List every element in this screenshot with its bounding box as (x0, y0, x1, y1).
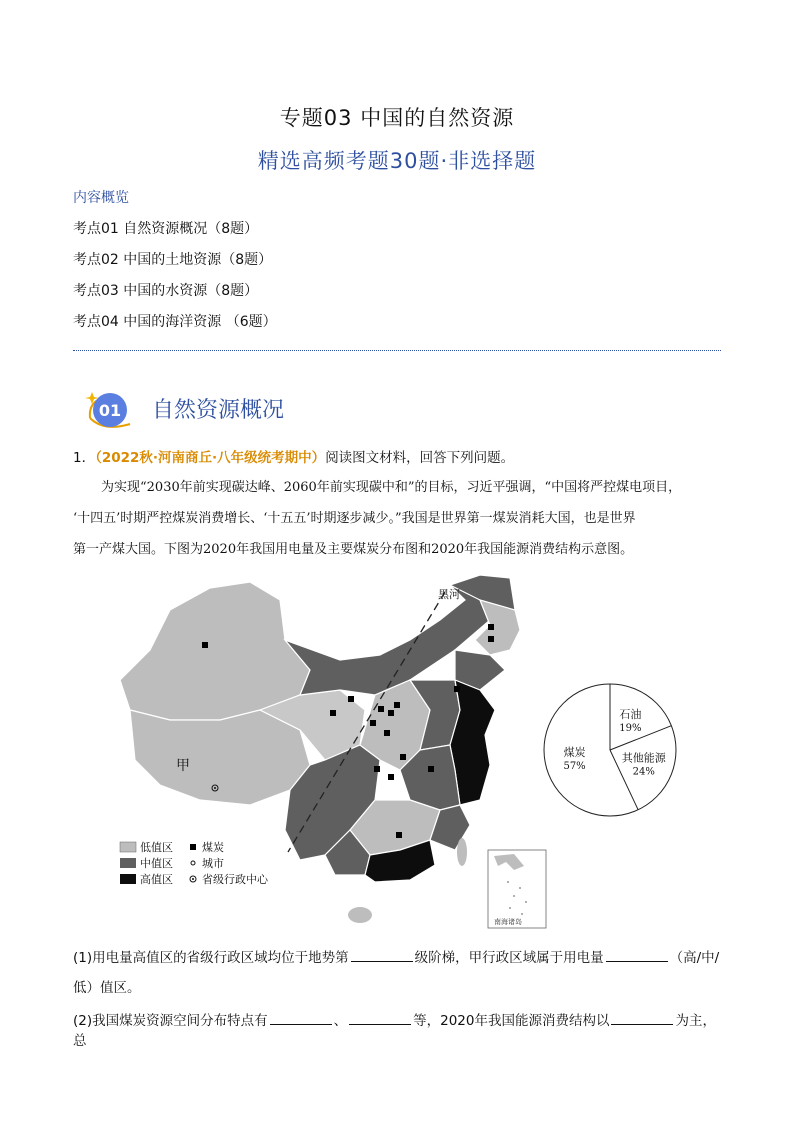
topic-item-2: 考点02 中国的土地资源（8题） (73, 252, 273, 268)
sub-question-1 (73, 946, 721, 966)
coal-marker (400, 754, 406, 760)
coal-marker (388, 774, 394, 780)
coal-marker (388, 710, 394, 716)
coal-marker (378, 706, 384, 712)
pie-value-0: 57% (563, 760, 586, 772)
sub1-text-c: （高/中/ (669, 950, 720, 966)
legend-high: 高值区 (140, 873, 173, 886)
sub2-text-c: 等，2020年我国能源消费结构以 (413, 1013, 610, 1029)
map-region-tibet (130, 710, 310, 805)
label-tengchong: 腾冲 (270, 852, 292, 865)
label-jia: 甲 (176, 758, 190, 774)
answer-blank[interactable] (606, 949, 668, 962)
pie-label-1: 石油 (619, 707, 642, 721)
energy-pie-chart (540, 680, 680, 820)
answer-blank[interactable] (351, 949, 413, 962)
sub2-text-a: (2)我国煤炭资源空间分布特点有 (73, 1013, 268, 1029)
legend-mid: 中值区 (140, 857, 173, 870)
answer-blank[interactable] (611, 1012, 673, 1025)
coal-marker (394, 702, 400, 708)
passage-line-3: 第一产煤大国。下图为2020年我国用电量及主要煤炭分布图和2020年我国能源消费结构示意图。 (73, 542, 634, 557)
map-region-taiwan (457, 838, 467, 866)
answer-blank[interactable] (270, 1012, 332, 1025)
coal-marker (374, 766, 380, 772)
coal-marker (488, 636, 494, 642)
coal-marker (330, 710, 336, 716)
question-1-header (73, 446, 514, 466)
coal-marker (348, 696, 354, 702)
page-title: 专题03 中国的自然资源 (279, 106, 515, 130)
coal-marker (384, 730, 390, 736)
map-region-xinjiang (120, 582, 310, 720)
label-nanhai: 南海诸岛 (494, 918, 522, 926)
coal-marker (370, 720, 376, 726)
section-number: 01 (98, 401, 122, 420)
coal-marker (396, 832, 402, 838)
sub2-text-d: 为主，总 (73, 1013, 716, 1049)
legend-city: 城市 (202, 857, 224, 870)
question-number: 1． (73, 450, 96, 466)
pie-value-1: 19% (619, 722, 642, 734)
page-subtitle: 精选高频考题30题·非选择题 (257, 149, 537, 173)
coal-marker (428, 766, 434, 772)
legend-coal: 煤炭 (202, 841, 224, 854)
coal-marker (488, 624, 494, 630)
question-source: （2022秋·河南商丘·八年级统考期中） (95, 450, 326, 466)
legend-low: 低值区 (140, 841, 173, 854)
dotted-divider (73, 350, 721, 351)
overview-heading: 内容概览 (73, 190, 129, 206)
pie-label-0: 煤炭 (563, 745, 586, 759)
section-badge (84, 388, 150, 434)
passage-line-1: 为实现“2030年前实现碳达峰、2060年前实现碳中和”的目标，习近平强调，“中国将严控煤电项目， (101, 480, 682, 495)
coal-marker (202, 642, 208, 648)
coal-marker (454, 686, 460, 692)
section-title: 自然资源概况 (152, 398, 285, 423)
map-legend (120, 840, 269, 886)
legend-capital: 省级行政中心 (202, 873, 268, 886)
sub1-text-b: 级阶梯，甲行政区域属于用电量 (414, 950, 604, 966)
topic-item-1: 考点01 自然资源概况（8题） (73, 221, 259, 237)
sub1-text-a: (1)用电量高值区的省级行政区域均位于地势第 (73, 950, 349, 966)
map-region-hainan (348, 907, 372, 923)
answer-blank[interactable] (349, 1012, 411, 1025)
topic-item-4: 考点04 中国的海洋资源 （6题） (73, 314, 277, 330)
passage-line-2: ‘十四五’时期严控煤炭消费增长、‘十五五’时期逐步减少。”我国是世界第一煤炭消耗大国，也是世界 (73, 511, 636, 526)
sub2-text-b: 、 (333, 1013, 348, 1029)
pie-label-2: 其他能源 (621, 751, 666, 765)
sub-question-1-cont: 低）值区。 (73, 980, 141, 996)
topic-item-3: 考点03 中国的水资源（8题） (73, 283, 259, 299)
china-electricity-map (110, 570, 550, 930)
pie-value-2: 24% (632, 766, 655, 778)
sub-question-2 (73, 1009, 721, 1049)
question-prompt: 阅读图文材料，回答下列问题。 (325, 450, 515, 466)
label-heihe: 黑河 (438, 588, 460, 601)
